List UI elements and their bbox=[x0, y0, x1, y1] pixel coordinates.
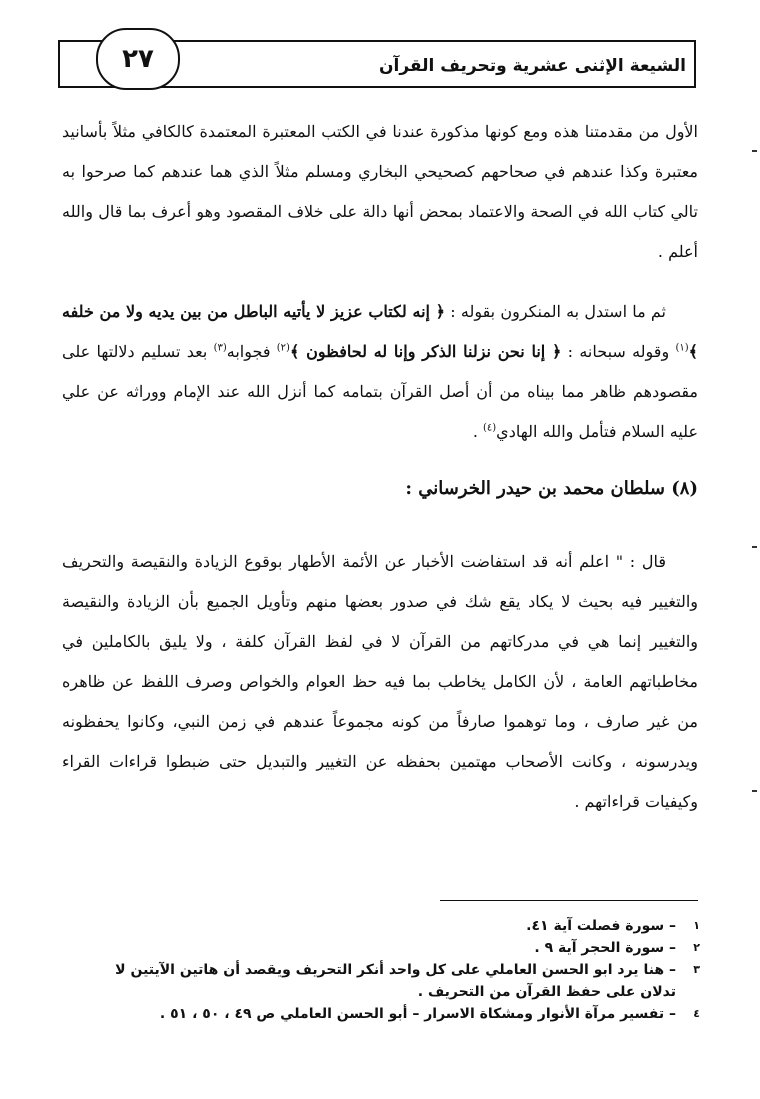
margin-mark bbox=[752, 150, 757, 152]
margin-mark bbox=[752, 546, 757, 548]
margin-mark bbox=[752, 790, 757, 792]
paragraph-2-answer: فجوابه bbox=[226, 342, 277, 361]
page-number: ٢٧ bbox=[96, 28, 180, 90]
quran-verse-fussilat: ﴿ إنه لكتاب عزيز لا يأتيه الباطل من بين يديه ولا من خلفه ﴾ bbox=[62, 302, 699, 361]
footnote-ref-1: (١) bbox=[675, 342, 689, 354]
footnote-ref-4: (٤) bbox=[482, 422, 497, 434]
footnote-item bbox=[80, 1003, 700, 1025]
footnote-number: ٣ bbox=[693, 963, 700, 976]
footnote-item bbox=[80, 959, 700, 1003]
footnote-number: ٤ bbox=[693, 1007, 700, 1020]
footnote-item bbox=[80, 915, 700, 937]
footnote-number: ١ bbox=[693, 919, 700, 932]
footnote-text: – هنا يرد ابو الحسن العاملي على كل واحد أنكر التحريف ويقصد أن هاتين الآيتين لا تدلان على حفظ القرآن من التحريف . bbox=[115, 962, 676, 1000]
quran-verse-hijr: ﴿ إنا نحن نزلنا الذكر وإنا له لحافظون ﴾ bbox=[289, 342, 562, 361]
running-title: الشيعة الإثنى عشرية وتحريف القرآن bbox=[379, 56, 686, 76]
paragraph-2 bbox=[62, 292, 698, 452]
footnote-ref-2: (٢) bbox=[276, 342, 290, 354]
footnote-text: – سورة الحجر آية ٩ . bbox=[534, 940, 676, 956]
paragraph-3: قال : " اعلم أنه قد استفاضت الأخبار عن الأئمة الأطهار بوقوع الزيادة والنقيصة والتحريف والتغيير فيه بحيث لا يكاد يقع شك في صدور بعضها منهم وتأويل الجميع بأن الزيادة والنقيصة والتغيير إنما هي في مدركاتهم من القرآن لا في لفظ القرآن كلفة ، ولا يليق بالكاملين في مخاطباتهم العامة ، لأن الكامل يخاطب بما فيه حظ العوام والخواص وصرف اللفظ عن ظاهره من غير صارف ، وما توهموا صارفاً من كونه مجموعاً عندهم في زمن النبي، وكانوا يحفظونه ويدرسونه ، وكانت الأصحاب مهتمين بحفظه عن التغيير والتبديل حتى ضبطوا قراءات القراء وكيفيات قراءاتهم . bbox=[62, 552, 698, 811]
section-heading: (٨) سلطان محمد بن حيدر الخرساني : bbox=[405, 478, 698, 499]
paragraph-2-body: بعد تسليم دلالتها على مقصودهم ظاهر مما بيناه من أن أصل القرآن بتمامه كما أنزل الله عند الإمام ووراثه عن علي عليه السلام فتأمل والله الهادي bbox=[62, 342, 698, 441]
footnote-divider bbox=[440, 900, 698, 901]
paragraph-2-intro: ثم ما استدل به المنكرون بقوله : bbox=[445, 302, 667, 321]
footnote-number: ٢ bbox=[693, 941, 700, 954]
footnote-text: – تفسير مرآة الأنوار ومشكاة الاسرار – أبو الحسن العاملي ص ٤٩ ، ٥٠ ، ٥١ . bbox=[159, 1006, 676, 1022]
footnote-ref-3: (٣) bbox=[213, 342, 227, 354]
paragraph-2-end: . bbox=[472, 422, 483, 441]
paragraph-2-link: وقوله سبحانه : bbox=[561, 342, 676, 361]
footnotes bbox=[80, 915, 700, 1025]
paragraph-1: الأول من مقدمتنا هذه ومع كونها مذكورة عندنا في الكتب المعتبرة المعتمدة كالكافي مثلاً بأسانيد معتبرة وكذا عندهم في صحاحهم كصحيحي البخاري ومسلم مثلاً الذي هما عندهم كما صرحوا به تالي كتاب الله في الصحة والاعتماد بمحض أنها دالة على خلاف المقصود وهو أعرف بما قال والله أعلم . bbox=[62, 122, 698, 261]
footnote-item bbox=[80, 937, 700, 959]
footnote-text: – سورة فصلت آية ٤١. bbox=[526, 918, 676, 934]
